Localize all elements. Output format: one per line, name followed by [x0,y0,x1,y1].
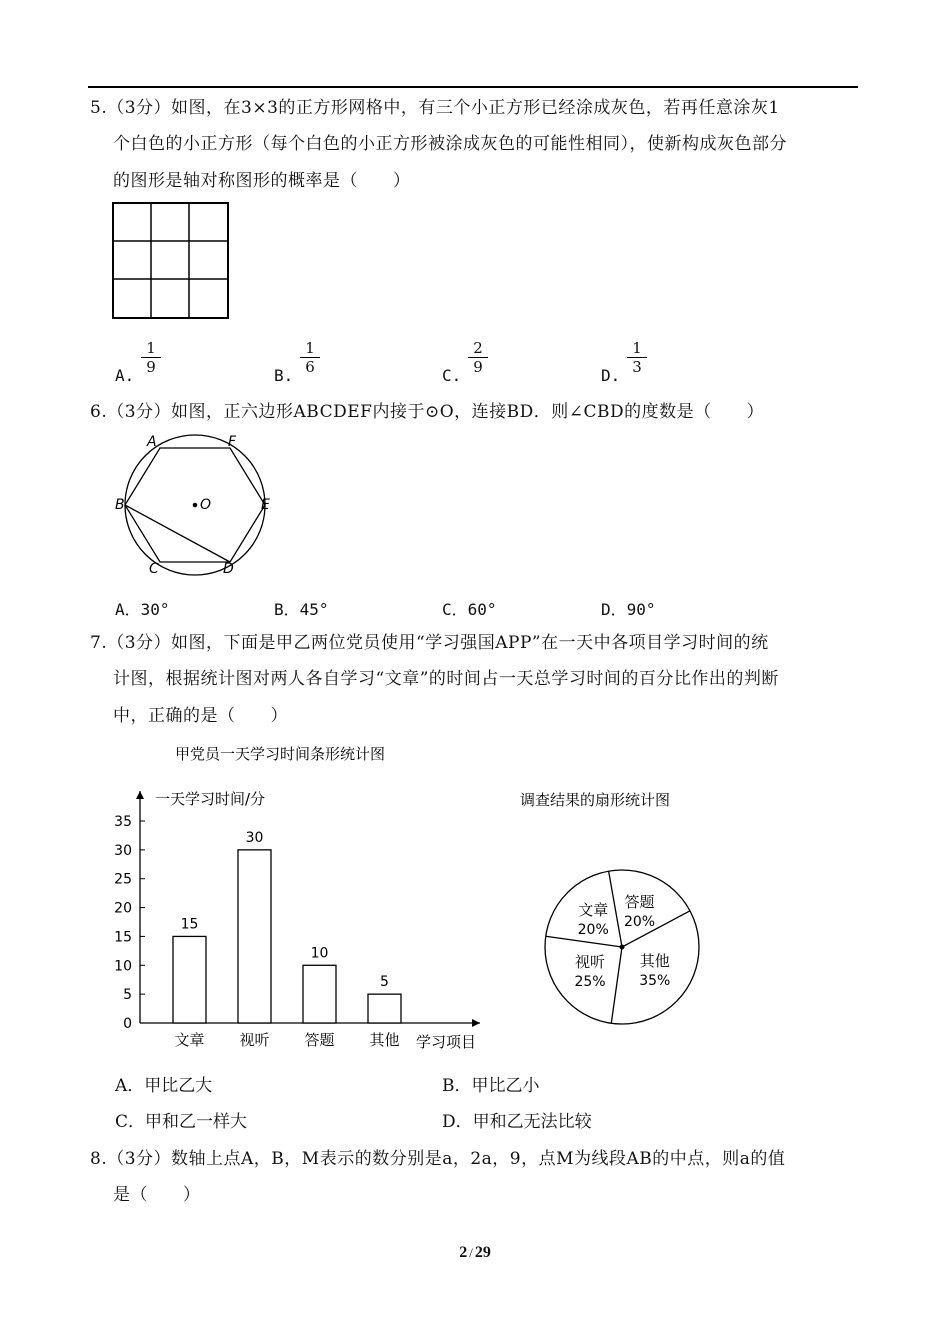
q8-line1: 8.（3分）数轴上点A，B，M表示的数分别是a，2a，9，点M为线段AB的中点，则a的值 [90,1149,786,1169]
q5-option-c-label: C. [442,366,462,385]
pie-slice-name: 文章 [578,901,609,920]
q8-line2: 是（ ） [113,1185,201,1205]
bar-y-tick-label: 0 [123,1016,132,1032]
pie-slice-name: 答题 [624,893,655,912]
bar-category-label: 答题 [304,1031,335,1049]
bar-chart-ylabel: 一天学习时间/分 [155,790,266,808]
q7-option-b: B．甲比乙小 [442,1076,540,1096]
bar-chart-axes [114,791,480,1032]
q5-option-a-label: A. [115,366,135,385]
bar-chart-title: 甲党员一天学习时间条形统计图 [175,745,386,763]
bar-y-tick-label: 10 [114,958,132,975]
q5-option-d-label: D. [601,366,621,385]
q7-line2: 计图，根据统计图对两人各自学习“文章”的时间占一天总学习时间的百分比作出的判断 [113,669,779,689]
pie-slice-name: 视听 [575,953,606,972]
q5-grid-figure [112,202,230,320]
q7-option-d: D．甲和乙无法比较 [442,1112,592,1132]
page-current: 2 [459,1244,468,1261]
bar-chart [110,736,500,1056]
q5-option-d-fraction: $\frac{1}{3}$ [627,340,647,376]
bar-category-label: 文章 [174,1031,205,1049]
label-d: D [223,561,234,577]
label-b: B [115,497,125,513]
q5-line2: 个白色的小正方形（每个白色的小正方形被涂成灰色的可能性相同），使新构成灰色部分 [113,134,787,154]
pie-chart [520,780,720,1030]
bar-value-label: 5 [380,974,389,991]
bar-视听 [238,850,271,1023]
q5-option-b-label: B. [274,366,294,385]
q5-option-c-fraction: $\frac{2}{9}$ [468,340,488,376]
q5-line3: 的图形是轴对称图形的概率是（ ） [113,171,411,191]
q6-option-a: A．30° [115,600,170,619]
bar-y-tick-label: 30 [114,842,132,859]
q5-line1: 5.（3分）如图，在3×3的正方形网格中，有三个小正方形已经涂成灰色，若再任意涂灰1 [90,98,780,118]
bar-y-tick-label: 15 [114,929,132,946]
q5-option-a-fraction: $\frac{1}{9}$ [141,340,161,376]
q7-line3: 中，正确的是（ ） [113,706,288,726]
page-total: 29 [474,1244,491,1261]
label-f: F [228,434,237,450]
header-rule [88,86,858,88]
pie-slice-name: 其他 [639,951,670,970]
pie-chart-title: 调查结果的扇形统计图 [520,791,671,809]
page-number [0,1244,950,1262]
bar-value-label: 10 [310,945,329,962]
bar-category-label: 其他 [369,1031,400,1049]
bar-答题 [303,965,336,1023]
bar-value-label: 30 [245,829,264,846]
bar-y-tick-label: 5 [123,987,132,1004]
q5-option-b-fraction: $\frac{1}{6}$ [300,340,320,376]
page-separator: / [469,1245,473,1260]
label-o: O [200,497,212,513]
pie-chart-marks [545,870,699,1024]
bar-value-label: 15 [180,916,199,933]
label-e: E [261,497,270,513]
bar-y-tick-label: 25 [114,871,132,888]
label-c: C [149,561,159,577]
pie-slice-percent: 20% [623,914,656,931]
bar-chart-marks [173,830,401,1049]
bar-category-label: 视听 [239,1031,270,1049]
pie-center [620,945,625,950]
bar-y-tick-label: 20 [114,900,132,917]
pie-slice-percent: 25% [574,974,606,991]
bar-y-tick-label: 35 [114,814,132,830]
bar-其他 [368,994,401,1023]
bar-文章 [173,936,206,1023]
q7-line1: 7.（3分）如图，下面是甲乙两位党员使用“学习强国APP”在一天中各项目学习时间的统 [90,633,769,653]
q6-hexagon-figure [112,432,282,577]
q7-option-c: C．甲和乙一样大 [115,1112,248,1132]
q6-line1: 6.（3分）如图，正六边形ABCDEF内接于⊙O，连接BD．则∠CBD的度数是（ ） [90,402,765,422]
q6-option-b: B．45° [274,600,329,619]
q6-option-d: D．90° [601,600,656,619]
pie-slice-percent: 35% [639,972,671,989]
q7-option-a: A．甲比乙大 [115,1076,213,1096]
label-a: A [147,434,157,450]
bar-chart-xlabel: 学习项目 [416,1033,477,1051]
q6-option-c: C．60° [442,600,497,619]
pie-slice-percent: 20% [577,922,609,939]
